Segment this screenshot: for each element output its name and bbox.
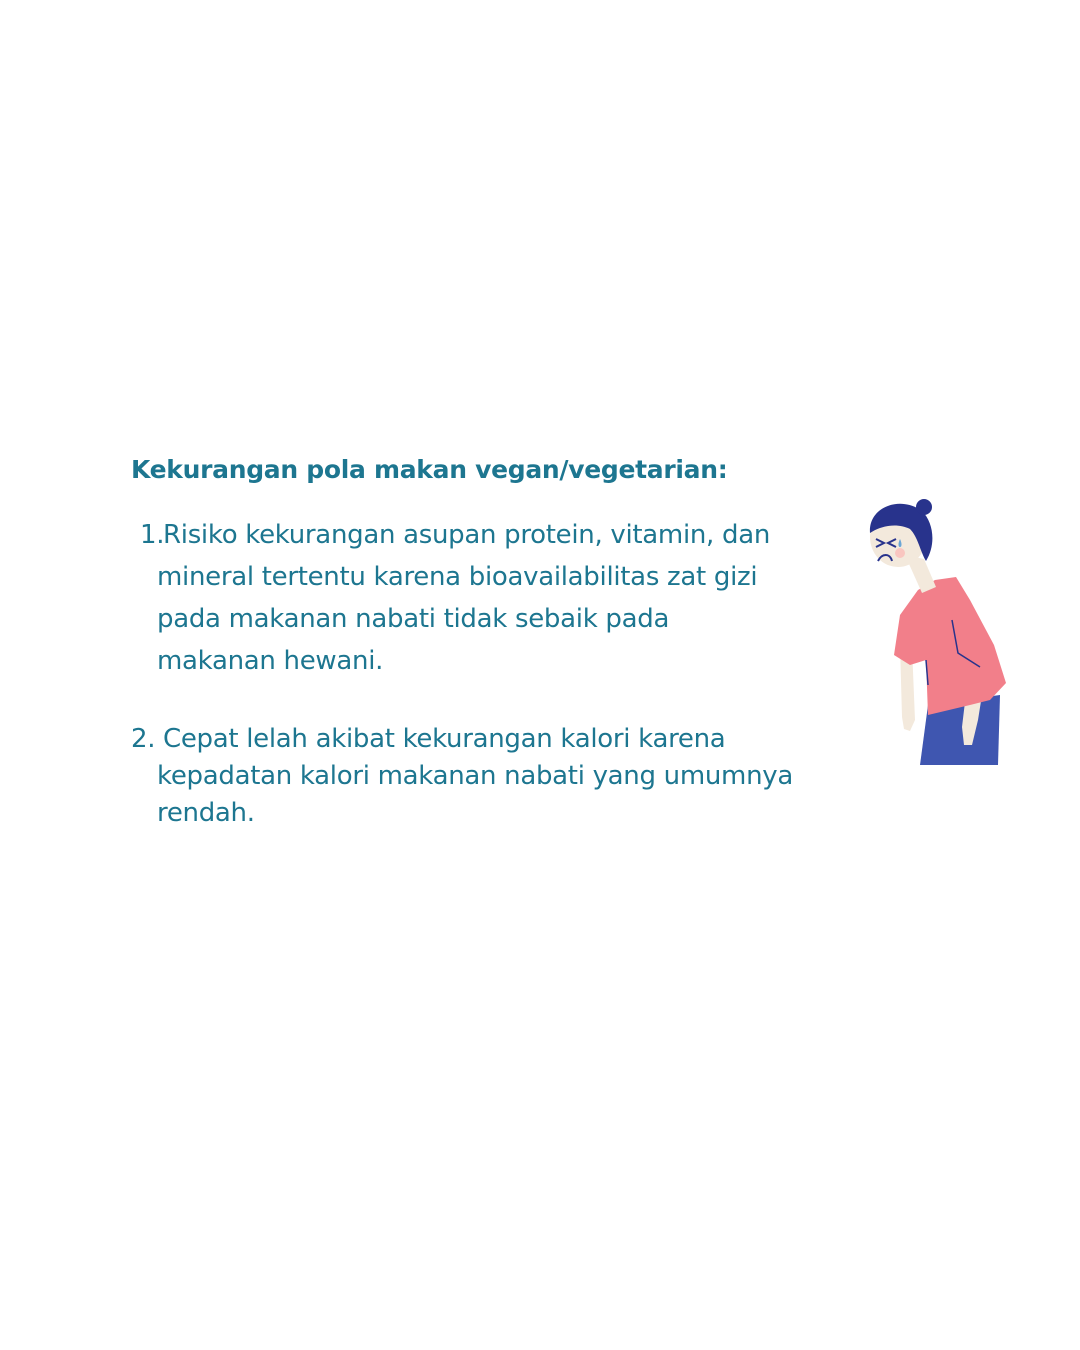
list-item-text: pada makanan nabati tidak sebaik pada — [157, 604, 670, 634]
list-item-text: rendah. — [157, 798, 255, 828]
list-item — [131, 721, 851, 832]
section-heading: Kekurangan pola makan vegan/vegetarian: — [131, 455, 728, 484]
list-item-line — [131, 721, 851, 758]
list-item-text: makanan hewani. — [157, 646, 384, 676]
tired-person-icon — [860, 495, 1010, 770]
list-item — [131, 514, 851, 682]
list-item-text: Cepat lelah akibat kekurangan kalori karena — [163, 724, 726, 754]
list-item-text: kepadatan kalori makanan nabati yang umumnya — [157, 761, 793, 791]
list-item-text: mineral tertentu karena bioavailabilitas zat gizi — [157, 562, 758, 592]
list-item-text: Risiko kekurangan asupan protein, vitamin, dan — [163, 520, 771, 550]
list-item-line — [131, 514, 851, 556]
list-item-number: 1. — [140, 520, 165, 550]
list-item-number: 2. — [131, 724, 156, 754]
